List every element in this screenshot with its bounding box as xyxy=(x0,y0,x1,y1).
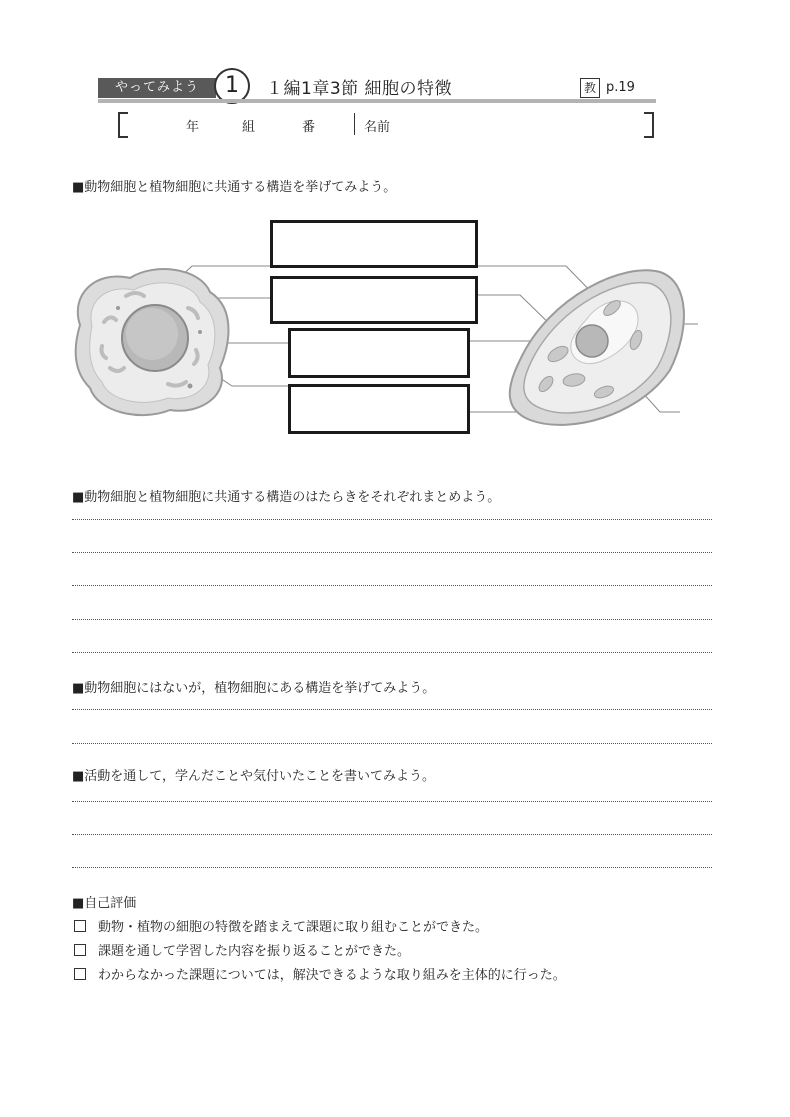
answer-box-4[interactable] xyxy=(288,384,470,434)
self-eval-heading: ■自己評価 xyxy=(72,896,137,911)
activity-badge: やってみよう xyxy=(98,78,216,98)
textbook-page: p.19 xyxy=(606,80,635,95)
checkbox-icon[interactable] xyxy=(74,920,86,932)
name-label: 名前 xyxy=(364,120,391,135)
title-rule xyxy=(98,99,656,103)
answer-line[interactable] xyxy=(72,709,712,710)
self-eval-item-text: わからなかった課題については，解決できるような取り組みを主体的に行った。 xyxy=(98,968,566,983)
textbook-mark: 教 xyxy=(580,78,600,98)
answer-box-2[interactable] xyxy=(270,276,478,324)
animal-cell-illustration xyxy=(76,269,229,415)
number-label: 番 xyxy=(302,120,316,135)
self-eval-item[interactable] xyxy=(74,964,566,983)
class-field[interactable] xyxy=(200,114,238,134)
number-field[interactable] xyxy=(256,114,296,134)
answer-line[interactable] xyxy=(72,743,712,744)
answer-line[interactable] xyxy=(72,519,712,520)
answer-line[interactable] xyxy=(72,867,712,868)
answer-line[interactable] xyxy=(72,834,712,835)
name-separator xyxy=(354,113,355,135)
question-2: ■動物細胞と植物細胞に共通する構造のはたらきをそれぞれまとめよう。 xyxy=(72,490,501,505)
answer-line[interactable] xyxy=(72,585,712,586)
self-eval-item[interactable] xyxy=(74,916,488,935)
checkbox-icon[interactable] xyxy=(74,968,86,980)
answer-line[interactable] xyxy=(72,652,712,653)
plant-cell-illustration xyxy=(510,270,684,425)
name-field[interactable] xyxy=(400,114,636,134)
answer-line[interactable] xyxy=(72,619,712,620)
answer-box-1[interactable] xyxy=(270,220,478,268)
self-eval-item-text: 課題を通して学習した内容を振り返ることができた。 xyxy=(98,944,411,959)
self-eval-item-text: 動物・植物の細胞の特徴を踏まえて課題に取り組むことができた。 xyxy=(98,920,489,935)
activity-number: 1 xyxy=(214,68,250,104)
checkbox-icon[interactable] xyxy=(74,944,86,956)
question-4: ■活動を通して，学んだことや気付いたことを書いてみよう。 xyxy=(72,769,436,784)
answer-line[interactable] xyxy=(72,552,712,553)
answer-line[interactable] xyxy=(72,801,712,802)
answer-box-3[interactable] xyxy=(288,328,470,378)
question-1: ■動物細胞と植物細胞に共通する構造を挙げてみよう。 xyxy=(72,180,397,195)
class-label: 組 xyxy=(242,120,256,135)
bracket-left xyxy=(118,112,128,138)
unit-title: １編1章3節 細胞の特徴 xyxy=(266,79,453,99)
question-3: ■動物細胞にはないが，植物細胞にある構造を挙げてみよう。 xyxy=(72,681,436,696)
self-eval-item[interactable] xyxy=(74,940,410,959)
bracket-right xyxy=(644,112,654,138)
year-label: 年 xyxy=(186,120,200,135)
